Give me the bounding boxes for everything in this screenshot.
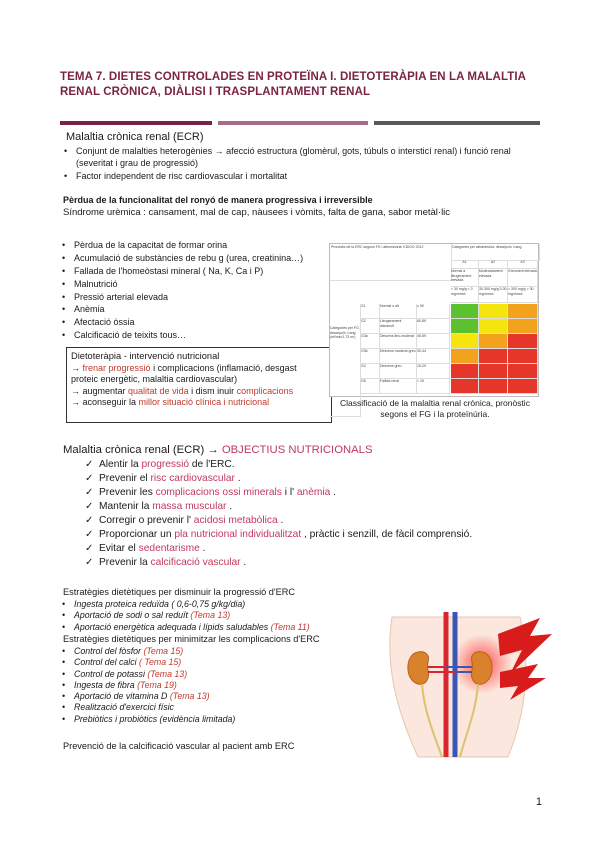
strategy-item: • Control del calci ( Tema 15): [60, 657, 360, 668]
list-item: • Pressió arterial elevada: [60, 292, 325, 304]
dietotherapy-box: [66, 347, 332, 423]
section1-list: [62, 146, 537, 183]
alb-col-A3: A3: [508, 260, 538, 269]
risk-cell: [451, 334, 479, 349]
fg-description: Descens lleu-moderat: [380, 334, 417, 349]
list-item: • Calcificació de teixits tous…: [60, 330, 325, 342]
strategies-heading-3: Prevenció de la calcificació vascular al pacient amb ERC: [63, 741, 295, 751]
page-number: 1: [535, 796, 542, 808]
box-line-1: → frenar progressió i complicacions (inflamació, desgast: [71, 362, 297, 373]
alb-range-A1: < 30 mg/g < 3 mg/mmol: [451, 287, 479, 303]
list-item: • Conjunt de malalties heterogènies → afecció estructura (glomèrul, gots, túbuls o intersticí renal) i funció renal (severitat i grau de progressió): [62, 146, 537, 169]
left-kidney: [408, 652, 429, 685]
fg-description: Fallida renal: [380, 379, 417, 394]
strategy-item: • Prebiòtics i probiòtics (evidència limitada): [60, 714, 360, 725]
section2-list: [60, 240, 325, 342]
section2-heading: Pèrdua de la funcionalitat del ronyó de manera progressiva i irreversible: [63, 195, 373, 205]
kdigo-table: [329, 243, 539, 397]
alb-desc-A1: Normal a lleugerament elevada: [451, 269, 479, 287]
section1-heading: Malaltia crònica renal (ECR): [66, 131, 204, 143]
strategy-item: • Aportació de sodi o sal reduït (Tema 13): [60, 610, 360, 621]
list-item: • Afectació òssia: [60, 317, 325, 329]
header-bar-3: [374, 121, 540, 125]
fg-description: Normal o alt: [380, 304, 417, 319]
objectives-list: [85, 458, 545, 570]
section2-subheading: Síndrome urèmica : cansament, mal de cap, nàusees i vòmits, falta de gana, sabor metàl·lic: [63, 207, 451, 218]
risk-cell: [508, 379, 538, 394]
table-side-label: Categories per FG, descripció i rang (ml/min/1,73 m²): [330, 304, 361, 417]
objectives-heading: Malaltia crònica renal (ECR) → OBJECTIUS NUTRICIONALS: [63, 444, 373, 456]
risk-cell: [451, 349, 479, 364]
objective-item: ✓ Prevenir les complicacions ossi minerals i l' anèmia .: [85, 486, 545, 500]
alb-col-A1: A1: [451, 260, 479, 269]
strategy-item: • Realització d'exercici físic: [60, 702, 360, 713]
fg-description: Lleugerament disminuït: [380, 319, 417, 334]
fg-range: 45-59: [417, 334, 450, 349]
alb-desc-A2: Moderadament elevada: [479, 269, 508, 287]
fg-category: G2: [361, 319, 380, 334]
fg-range: 15-29: [417, 364, 450, 379]
strategy-item: • Aportació de vitamina D (Tema 13): [60, 691, 360, 702]
table-caption: Classificació de la malaltia renal crònica, pronòstic segons el FG i la proteïnúria.: [340, 398, 530, 419]
strategies-heading-2: Estratègies dietètiques per minimitzar les complicacions d'ERC: [63, 634, 320, 644]
box-line-4: → aconseguir la millor situació clínica i nutricional: [71, 397, 270, 407]
fg-range: < 15: [417, 379, 450, 394]
strategy-item: • Control de potassi (Tema 13): [60, 669, 360, 680]
fg-range: ≥ 90: [417, 304, 450, 319]
risk-cell: [479, 334, 508, 349]
box-line-2: proteic energètic, malaltia cardiovascular): [71, 374, 238, 384]
fg-category: G3a: [361, 334, 380, 349]
risk-cell: [479, 364, 508, 379]
alb-range-A3: > 300 mg/g > 30 mg/mmol: [508, 287, 538, 303]
table-header-left: Pronòstic de la ERC segons FG i albuminúria: KDIGO 2012: [330, 244, 452, 281]
fg-range: 60-89: [417, 319, 450, 334]
table-header-right: Categories per albuminúria, descripció i rang: [451, 244, 540, 261]
objective-item: ✓ Prevenir la calcificació vascular .: [85, 556, 545, 570]
risk-cell: [479, 349, 508, 364]
objective-item: ✓ Alentir la progressió de l'ERC.: [85, 458, 545, 472]
list-item: • Anèmia: [60, 304, 325, 316]
risk-cell: [451, 319, 479, 334]
box-line-3: → augmentar qualitat de vida i dism inuir complicacions: [71, 385, 294, 396]
risk-cell: [451, 379, 479, 394]
risk-cell: [508, 304, 538, 319]
risk-cell: [508, 319, 538, 334]
right-kidney: [471, 652, 492, 685]
strategy-item: • Ingesta de fibra (Tema 19): [60, 680, 360, 691]
fg-category: G3b: [361, 349, 380, 364]
list-item: • Factor independent de risc cardiovascular i mortalitat: [62, 171, 537, 183]
objective-item: ✓ Corregir o prevenir l' acidosi metabòlica .: [85, 514, 545, 528]
objective-item: ✓ Proporcionar un pla nutricional individualitzat , pràctic i senzill, de fàcil comprensió.: [85, 528, 545, 542]
risk-cell: [451, 364, 479, 379]
risk-cell: [479, 304, 508, 319]
strategies-list-2: [60, 646, 360, 725]
risk-cell: [508, 364, 538, 379]
strategy-item: • Aportació energètica adequada i lípids saludables (Tema 11): [60, 622, 360, 633]
objective-item: ✓ Prevenir el risc cardiovascular .: [85, 472, 545, 486]
risk-cell: [508, 334, 538, 349]
page-title: TEMA 7. DIETES CONTROLADES EN PROTEÏNA I. DIETOTERÀPIA EN LA MALALTIA RENAL CRÒNICA, DIÀLISI I TRASPLANTAMENT RENAL: [60, 71, 526, 98]
alb-range-A2: 30-300 mg/g 3-30 mg/mmol: [479, 287, 508, 303]
fg-category: G5: [361, 379, 380, 394]
fg-description: Descens moderat-greu: [380, 349, 417, 364]
alb-col-A2: A2: [479, 260, 508, 269]
fg-description: Descens greu: [380, 364, 417, 379]
box-title: Dietoteràpia - intervenció nutricional: [71, 351, 220, 361]
fg-category: G1: [361, 304, 380, 319]
alb-desc-A3: Greument elevada: [508, 269, 538, 287]
list-item: • Acumulació de substàncies de rebu g (urea, creatinina…): [60, 253, 325, 265]
risk-cell: [479, 319, 508, 334]
list-item: • Fallada de l'homeòstasi mineral ( Na, K, Ca i P): [60, 266, 325, 278]
strategies-list-1: [60, 599, 360, 633]
strategies-heading-1: Estratègies dietètiques per disminuir la progressió d'ERC: [63, 587, 296, 597]
list-item: • Malnutrició: [60, 279, 325, 291]
header-bar-1: [60, 121, 212, 125]
strategy-item: • Ingesta proteica reduïda ( 0,6-0,75 g/kg/dia): [60, 599, 360, 610]
risk-cell: [451, 304, 479, 319]
fg-category: G4: [361, 364, 380, 379]
fg-range: 30-44: [417, 349, 450, 364]
risk-cell: [479, 379, 508, 394]
objective-item: ✓ Mantenir la massa muscular .: [85, 500, 545, 514]
objective-item: ✓ Evitar el sedentarisme .: [85, 542, 545, 556]
risk-cell: [508, 349, 538, 364]
header-bar-2: [218, 121, 368, 125]
strategy-item: • Control del fòsfor (Tema 15): [60, 646, 360, 657]
list-item: • Pèrdua de la capacitat de formar orina: [60, 240, 325, 252]
kidney-illustration: [380, 612, 555, 762]
